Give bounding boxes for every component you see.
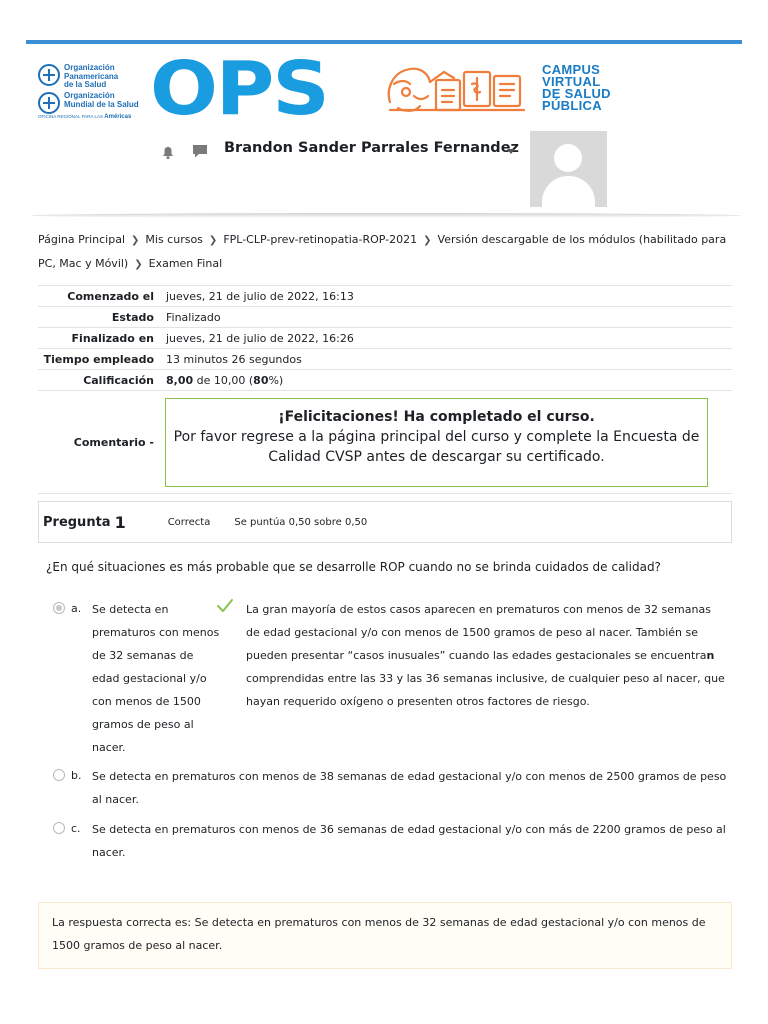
question-info-header [38, 501, 732, 543]
feedback-bold: n [706, 649, 715, 662]
option-a-radio[interactable] [53, 602, 65, 614]
option-c-radio[interactable] [53, 822, 65, 834]
option-b-text[interactable]: Se detecta en prematuros con menos de 38 semanas de edad gestacional y/o con menos de 2500 gramos de peso al nacer. [92, 770, 727, 806]
campus-line-1: CAMPUS [542, 62, 601, 77]
header-divider [30, 213, 742, 218]
summary-row-started [38, 285, 732, 306]
summary-value: jueves, 21 de julio de 2022, 16:13 [166, 289, 354, 303]
summary-label: Comenzado el [67, 289, 154, 303]
who-regional-text: OFICINA REGIONAL PARA LAS [38, 114, 104, 119]
user-menu-caret-icon[interactable] [507, 149, 515, 154]
question-number: 1 [114, 512, 126, 532]
option-b-radio[interactable] [53, 769, 65, 781]
campus-virtual-logo[interactable] [542, 64, 611, 112]
grade-score: 8,00 [166, 373, 194, 387]
who-line-1: Organización [64, 91, 115, 100]
option-a-text[interactable]: Se detecta en prematuros con menos de 32 semanas de edad gestacional y/o con menos de 1500 gramos de peso al nacer. [92, 603, 220, 754]
correct-check-icon [216, 598, 234, 614]
correct-answer-box: La respuesta correcta es: Se detecta en prematuros con menos de 32 semanas de edad gestacional y/o con menos de 1500 gramos de peso al nacer. [38, 902, 732, 969]
summary-value: jueves, 21 de julio de 2022, 16:26 [166, 331, 354, 345]
summary-label: Calificación [83, 373, 154, 387]
option-c-letter: c. [71, 822, 81, 835]
summary-value: 13 minutos 26 segundos [166, 352, 302, 366]
attempt-summary-table [38, 285, 732, 494]
who-line-2: Mundial de la Salud [64, 99, 139, 109]
paho-line-3: de la Salud [64, 80, 107, 89]
question-text: ¿En qué situaciones es más probable que se desarrolle ROP cuando no se brinda cuidados de calidad? [46, 560, 661, 574]
option-c-text[interactable]: Se detecta en prematuros con menos de 36 semanas de edad gestacional y/o con más de 2200 gramos de peso al nacer. [92, 823, 726, 859]
avatar[interactable] [530, 131, 607, 207]
campus-line-3: DE SALUD [542, 86, 611, 101]
summary-row-time [38, 348, 732, 369]
bell-icon[interactable] [160, 144, 176, 160]
feedback-rest: comprendidas entre las 33 y las 36 semanas inclusive, de cualquier peso al nacer, que hayan requerido oxígeno o presenten otros factores de riesgo. [246, 672, 725, 708]
option-a-letter: a. [71, 602, 82, 615]
summary-label: Tiempo empleado [43, 352, 154, 366]
ops-logo[interactable]: OPS [150, 46, 328, 132]
paho-line-1: Organización [64, 63, 115, 72]
option-a-feedback [246, 598, 726, 713]
breadcrumb-item-home[interactable]: Página Principal [38, 233, 126, 246]
breadcrumb-item-exam[interactable]: Examen Final [148, 257, 223, 270]
question-mark: Se puntúa 0,50 sobre 0,50 [234, 516, 368, 528]
feedback-main: La gran mayoría de estos casos aparecen en prematuros con menos de 32 semanas de edad gestacional y/o con menos de 1500 gramos de peso al nacer. También se pueden presentar “casos inusuales” cuando las edades gestacionales se encuentra [246, 603, 711, 662]
chat-icon[interactable] [191, 143, 209, 159]
campus-line-4: PÚBLICA [542, 98, 602, 113]
who-region: Américas [104, 114, 132, 120]
breadcrumb [38, 228, 738, 276]
breadcrumb-item-my-courses[interactable]: Mis cursos [145, 233, 203, 246]
summary-label: Estado [111, 310, 154, 324]
summary-row-grade [38, 369, 732, 390]
comment-title: ¡Felicitaciones! Ha completado el curso. [278, 408, 595, 425]
chevron-right-icon: ❯ [134, 259, 143, 270]
comment-label: Comentario - [73, 435, 154, 449]
campus-illustration-icon [384, 62, 532, 116]
feedback-comment-box [165, 398, 708, 487]
grade-value [165, 374, 732, 387]
who-globe-icon [38, 92, 60, 114]
user-name[interactable]: Brandon Sander Parrales Fernandez [224, 140, 519, 156]
summary-value: Finalizado [166, 310, 221, 324]
summary-row-state [38, 306, 732, 327]
chevron-right-icon: ❯ [208, 235, 218, 246]
chevron-right-icon: ❯ [131, 235, 140, 246]
paho-who-logo[interactable] [38, 64, 150, 122]
breadcrumb-item-course[interactable]: FPL-CLP-prev-retinopatia-ROP-2021 [223, 233, 418, 246]
summary-row-comment [38, 390, 732, 494]
breadcrumb-item-section[interactable]: Versión descargable de los módulos (habilitado para PC, Mac y Móvil) [38, 233, 727, 270]
grade-end: %) [268, 373, 284, 387]
summary-label: Finalizado en [71, 331, 154, 345]
comment-body: Por favor regrese a la página principal del curso y complete la Encuesta de Calidad CVSP antes de descargar su certificado. [173, 428, 700, 465]
question-state: Correcta [167, 516, 211, 528]
paho-globe-icon [38, 64, 60, 86]
top-accent-bar [26, 40, 742, 44]
chevron-right-icon: ❯ [423, 235, 432, 246]
summary-row-finished [38, 327, 732, 348]
option-b-letter: b. [71, 769, 82, 782]
paho-line-2: Panamericana [64, 71, 119, 81]
grade-percent: 80 [253, 373, 269, 387]
grade-middle: de 10,00 ( [193, 373, 254, 387]
question-label: Pregunta [43, 514, 111, 530]
campus-line-2: VIRTUAL [542, 74, 601, 89]
